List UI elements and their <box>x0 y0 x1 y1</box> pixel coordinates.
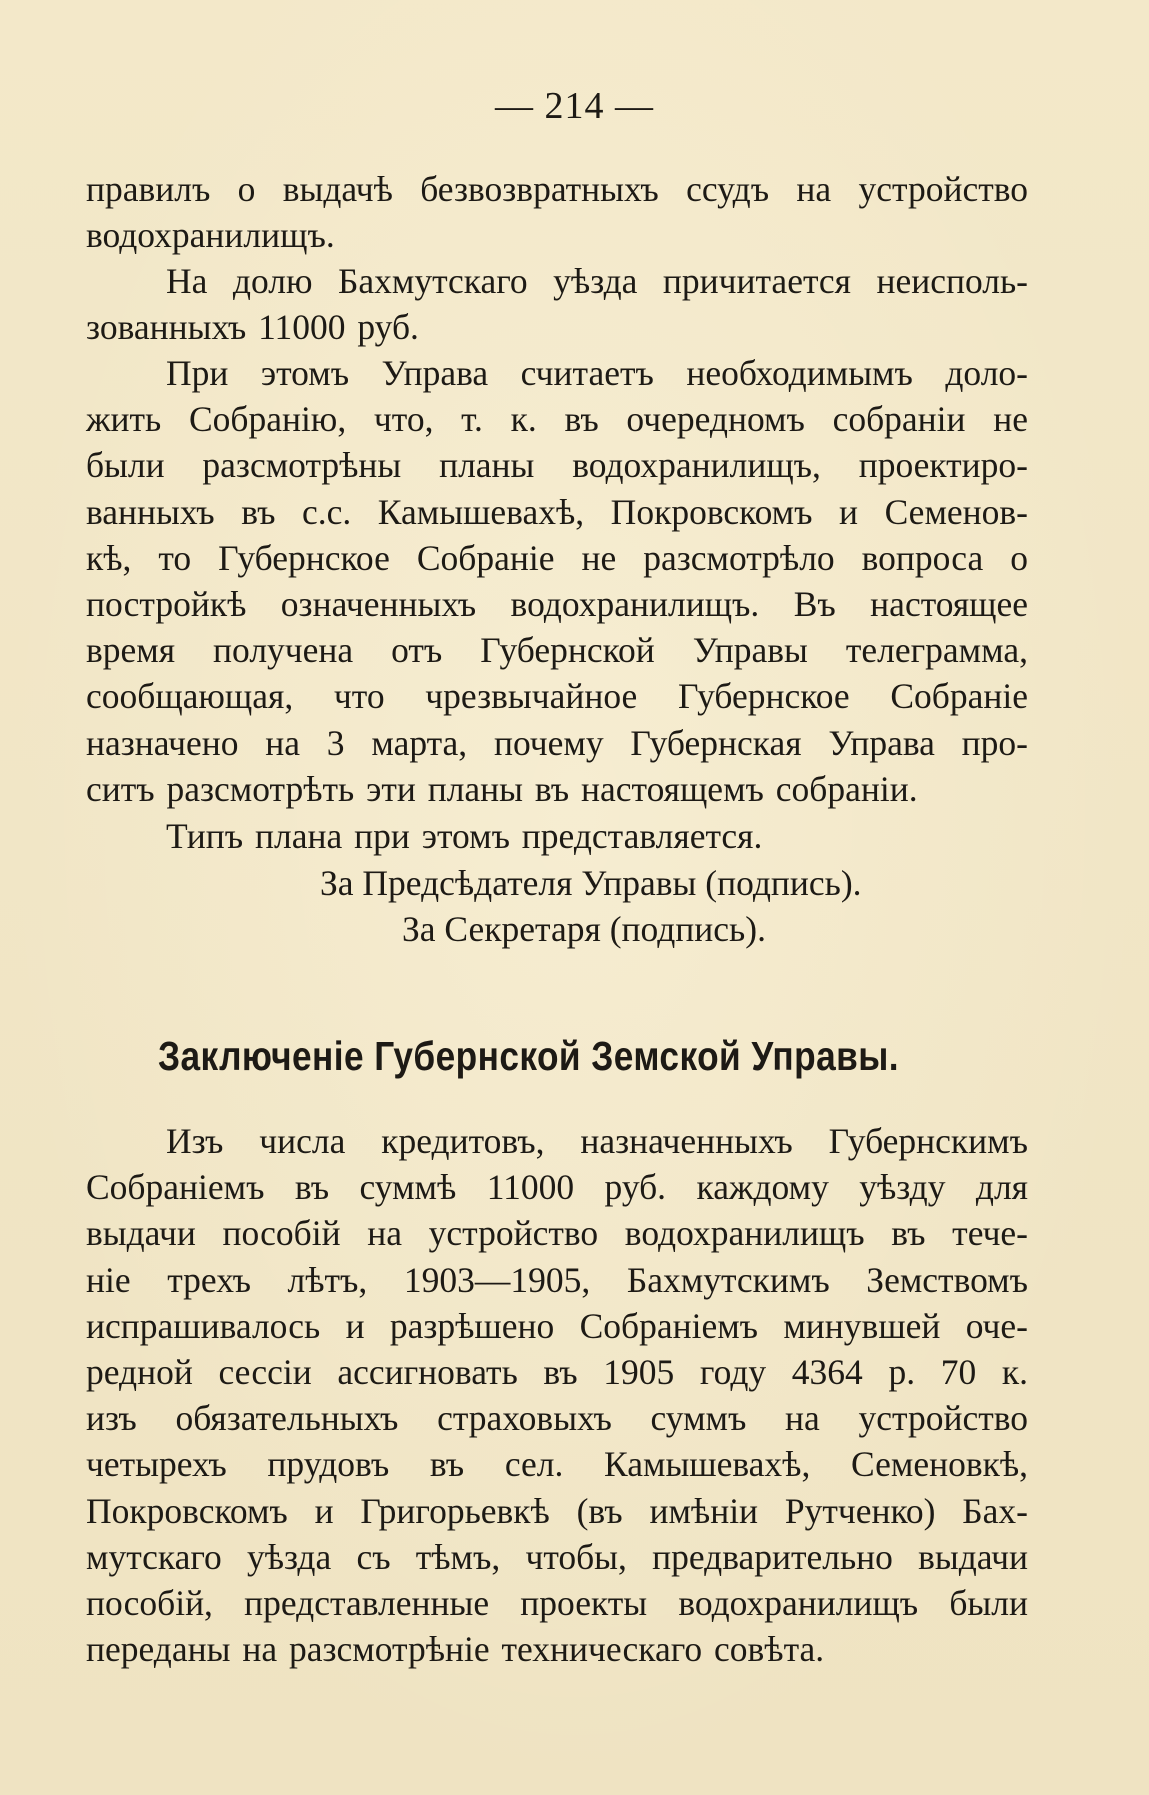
paragraph-4 <box>86 813 1028 859</box>
text-line: редной сессіи ассигновать въ 1905 году 4364 р. 70 к. <box>86 1351 1028 1392</box>
text-line: мутскаго уѣзда съ тѣмъ, чтобы, предварительно выдачи <box>86 1536 1028 1577</box>
text-line: выдачи пособій на устройство водохранилищъ въ тече- <box>86 1213 1028 1254</box>
text-line: переданы на разсмотрѣніе техническаго совѣта. <box>86 1629 825 1670</box>
text-line: пособій, представленные проекты водохранилищъ были <box>86 1582 1028 1623</box>
text-line: назначено на 3 марта, почему Губернская Управа про- <box>86 722 1028 763</box>
text-line: правилъ о выдачѣ безвозвратныхъ ссудъ на устройство <box>86 169 1028 209</box>
signature-secretary: За Секретаря (подпись). <box>402 909 766 949</box>
text-line: изъ обязательныхъ страховыхъ суммъ на устройство <box>86 1398 1028 1439</box>
text-line: жить Собранію, что, т. к. въ очередномъ собраніи не <box>86 399 1028 440</box>
text-line: зованныхъ 11000 руб. <box>86 307 419 348</box>
text-line: ніе трехъ лѣтъ, 1903—1905, Бахмутскимъ Земствомъ <box>86 1259 1028 1300</box>
text-line: Собраніемъ въ суммѣ 11000 руб. каждому уѣзду для <box>86 1167 1028 1208</box>
text-line: испрашивалось и разрѣшено Собраніемъ минувшей оче- <box>86 1305 1028 1346</box>
text-line: Типъ плана при этомъ представляется. <box>166 816 763 856</box>
text-line: кѣ, то Губернское Собраніе не разсмотрѣло вопроса о <box>86 537 1028 578</box>
conclusion-paragraph <box>86 1118 1028 1672</box>
text-line: четырехъ прудовъ въ сел. Камышевахѣ, Семеновкѣ, <box>86 1444 1028 1485</box>
section-heading: Заключеніе Губернской Земской Управы. <box>158 1033 899 1079</box>
paragraph-1 <box>86 166 1028 258</box>
paragraph-2 <box>86 258 1028 350</box>
text-line: время получена отъ Губернской Управы телеграмма, <box>86 630 1028 671</box>
text-line: ситъ разсмотрѣть эти планы въ настоящемъ собраніи. <box>86 768 918 809</box>
text-line: сообщающая, что чрезвычайное Губернское Собраніе <box>86 676 1028 717</box>
text-line: были разсмотрѣны планы водохранилищъ, проектиро- <box>86 445 1028 486</box>
text-line: водохранилищъ. <box>86 215 335 256</box>
page-number: — 214 — <box>495 85 654 127</box>
text-line: постройкѣ означенныхъ водохранилищъ. Въ настоящее <box>86 583 1028 624</box>
text-line: Покровскомъ и Григорьевкѣ (въ имѣніи Рутченко) Бах- <box>86 1490 1028 1531</box>
paragraph-3 <box>86 350 1028 812</box>
text-line: ванныхъ въ с.с. Камышевахѣ, Покровскомъ и Семенов- <box>86 491 1028 532</box>
text-line: На долю Бахмутскаго уѣзда причитается неисполь- <box>166 261 1028 301</box>
signature-chairman: За Предсѣдателя Управы (подпись). <box>320 863 862 903</box>
text-line: Изъ числа кредитовъ, назначенныхъ Губернскимъ <box>166 1121 1028 1161</box>
text-line: При этомъ Управа считаетъ необходимымъ доло- <box>166 353 1028 393</box>
